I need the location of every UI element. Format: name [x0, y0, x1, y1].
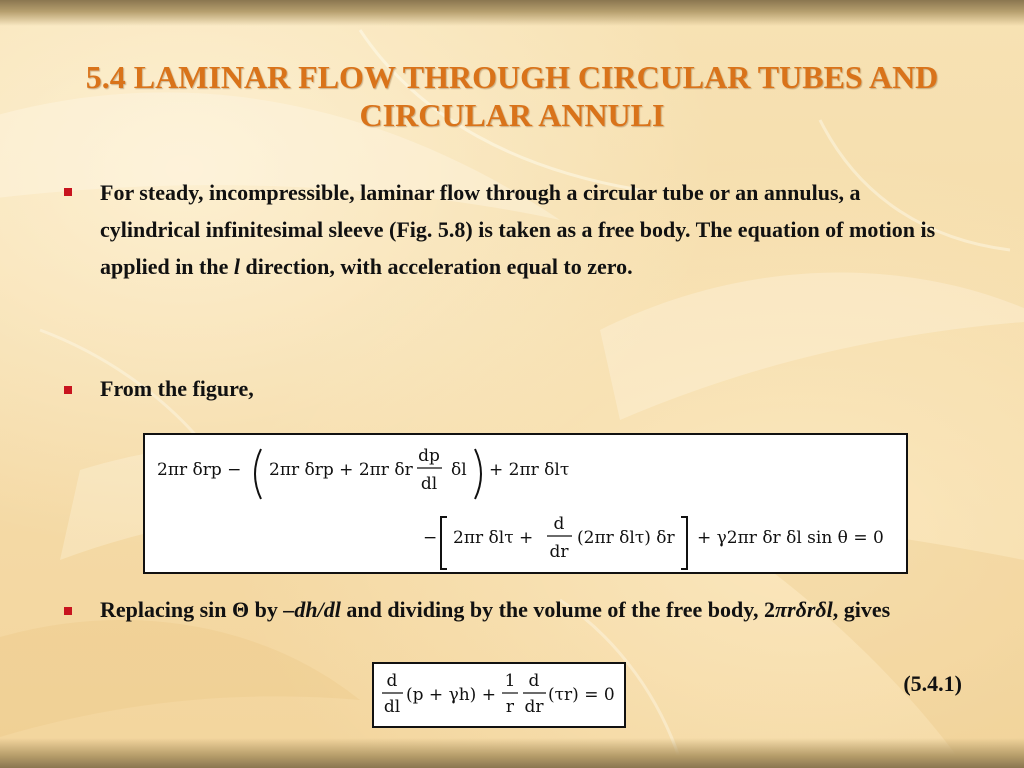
- bullet-marker: [64, 607, 72, 615]
- equation-5-4-1: [372, 662, 626, 728]
- bullet-text-part: and dividing by the volume of the free body, 2: [340, 597, 775, 622]
- bullet-item-replacing-sin: [64, 592, 944, 666]
- eq-term: (τr) = 0: [548, 685, 615, 705]
- eq-bracket-right: [681, 517, 687, 569]
- bullet-marker: [64, 386, 72, 394]
- eq-frac-denominator: dl: [383, 697, 401, 717]
- force-balance-math: [145, 435, 906, 572]
- eq-term: 2πr δrp + 2πr δr: [269, 460, 413, 480]
- eq-frac-denominator: dr: [549, 542, 569, 562]
- eq-term: 2πr δlτ +: [453, 528, 534, 548]
- bullet-italic-symbol: l: [233, 254, 240, 279]
- eq-term: (2πr δlτ) δr: [577, 528, 675, 548]
- eq-frac-numerator: 1: [504, 671, 516, 691]
- eq-frac-denominator: dr: [524, 697, 544, 717]
- bullet-text: [100, 174, 944, 285]
- eq-term: + γ2πr δr δl sin θ = 0: [697, 528, 884, 548]
- force-balance-equation: [143, 433, 908, 574]
- equation-5-4-1-math: [374, 664, 624, 726]
- bottom-shade-bar: [0, 738, 1024, 768]
- eq-frac-numerator: d: [386, 671, 398, 691]
- bullet-item-from-figure: [64, 370, 944, 410]
- eq-term: 2πr δrp −: [157, 460, 242, 480]
- eq-frac-denominator: r: [505, 697, 515, 717]
- eq-frac-numerator: d: [528, 671, 540, 691]
- eq-paren-left: [255, 449, 261, 499]
- eq-paren-right: [475, 449, 481, 499]
- equation-number: (5.4.1): [903, 671, 962, 696]
- eq-frac-denominator: dl: [420, 474, 438, 494]
- eq-term: −: [423, 528, 438, 548]
- bullet-italic-symbol: πrδrδl: [775, 597, 833, 622]
- bullet-text-part: Replacing sin Θ by: [100, 597, 284, 622]
- bullet-text-part: For steady, incompressible, laminar flow through a circular tube or an annulus, a cylindrical infinitesimal sleeve (Fig. 5.8) is taken as a free body. The equation of motion is applied in the: [100, 180, 936, 279]
- bullet-italic-symbol: –dh/dl: [283, 597, 341, 622]
- bullet-text-part: , gives: [832, 597, 891, 622]
- bullet-item-steady-flow: [64, 174, 944, 324]
- bullet-text: From the figure,: [100, 376, 254, 401]
- eq-bracket-left: [441, 517, 447, 569]
- bullet-marker: [64, 188, 72, 196]
- eq-frac-numerator: d: [553, 514, 565, 534]
- eq-term: (p + γh) +: [406, 685, 496, 705]
- bullet-text: [100, 592, 944, 627]
- eq-term: δl: [451, 460, 467, 480]
- eq-term: + 2πr δlτ: [489, 460, 570, 480]
- bullet-text-part: direction, with acceleration equal to zero.: [240, 254, 633, 279]
- eq-frac-numerator: dp: [418, 446, 440, 466]
- slide-title: 5.4 LAMINAR FLOW THROUGH CIRCULAR TUBES AND CIRCULAR ANNULI: [85, 59, 939, 133]
